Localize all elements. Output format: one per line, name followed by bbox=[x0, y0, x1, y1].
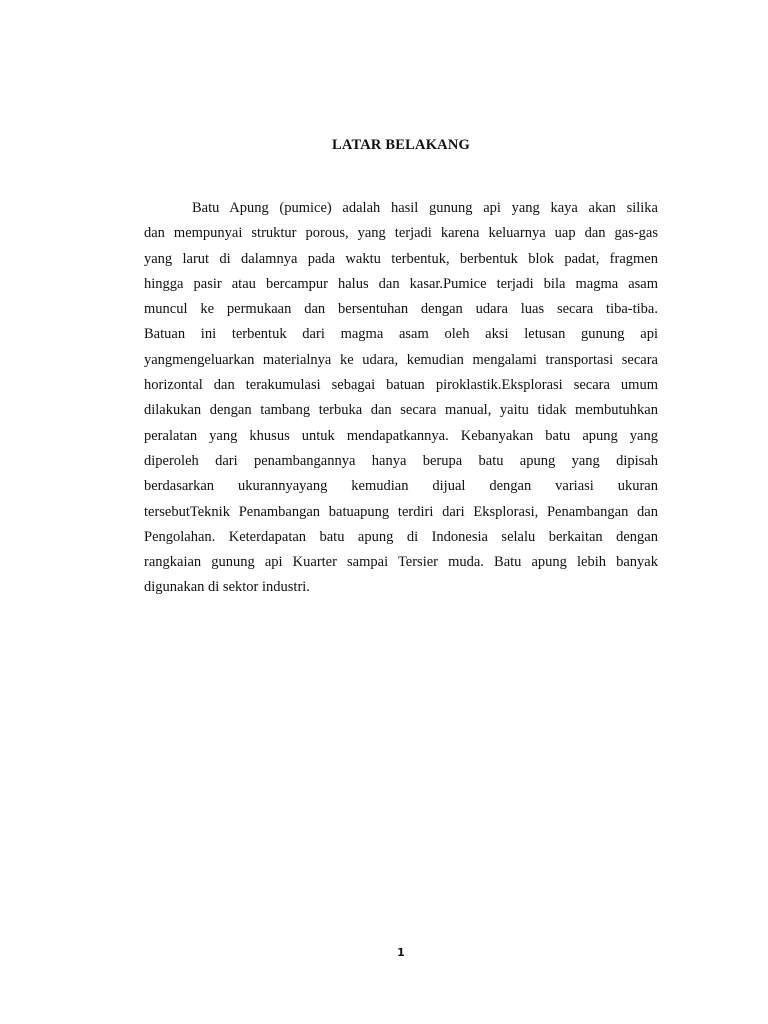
page-number: 1 bbox=[397, 946, 405, 959]
paragraph-background bbox=[144, 196, 658, 601]
paragraph-line: Batuan ini terbentuk dari magma asam oleh aksi letusan gunung api bbox=[144, 326, 658, 343]
paragraph-line: berdasarkan ukurannyayang kemudian dijual dengan variasi ukuran bbox=[144, 478, 658, 495]
paragraph-line: diperoleh dari penambangannya hanya berupa batu apung yang dipisah bbox=[144, 452, 658, 469]
paragraph-line: Pengolahan. Keterdapatan batu apung di Indonesia selalu berkaitan dengan bbox=[144, 528, 658, 545]
paragraph-line: horizontal dan terakumulasi sebagai batuan piroklastik.Eksplorasi secara umum bbox=[144, 377, 658, 394]
paragraph-line: peralatan yang khusus untuk mendapatkannya. Kebanyakan batu apung yang bbox=[144, 427, 658, 444]
paragraph-line: hingga pasir atau bercampur halus dan kasar.Pumice terjadi bila magma asam bbox=[144, 275, 658, 292]
paragraph-line: yangmengeluarkan materialnya ke udara, kemudian mengalami transportasi secara bbox=[144, 351, 658, 368]
paragraph-line: yang larut di dalamnya pada waktu terbentuk, berbentuk blok padat, fragmen bbox=[144, 250, 658, 267]
paragraph-line: tersebutTeknik Penambangan batuapung terdiri dari Eksplorasi, Penambangan dan bbox=[144, 503, 658, 520]
paragraph-line: digunakan di sektor industri. bbox=[144, 579, 310, 596]
document-title: LATAR BELAKANG bbox=[331, 137, 470, 153]
paragraph-line: muncul ke permukaan dan bersentuhan dengan udara luas secara tiba-tiba. bbox=[144, 301, 658, 318]
paragraph-line: dan mempunyai struktur porous, yang terjadi karena keluarnya uap dan gas-gas bbox=[144, 225, 658, 242]
paragraph-line: rangkaian gunung api Kuarter sampai Tersier muda. Batu apung lebih banyak bbox=[144, 554, 658, 571]
paragraph-line: Batu Apung (pumice) adalah hasil gunung api yang kaya akan silika bbox=[192, 200, 658, 216]
paragraph-line: dilakukan dengan tambang terbuka dan secara manual, yaitu tidak membutuhkan bbox=[144, 402, 658, 419]
